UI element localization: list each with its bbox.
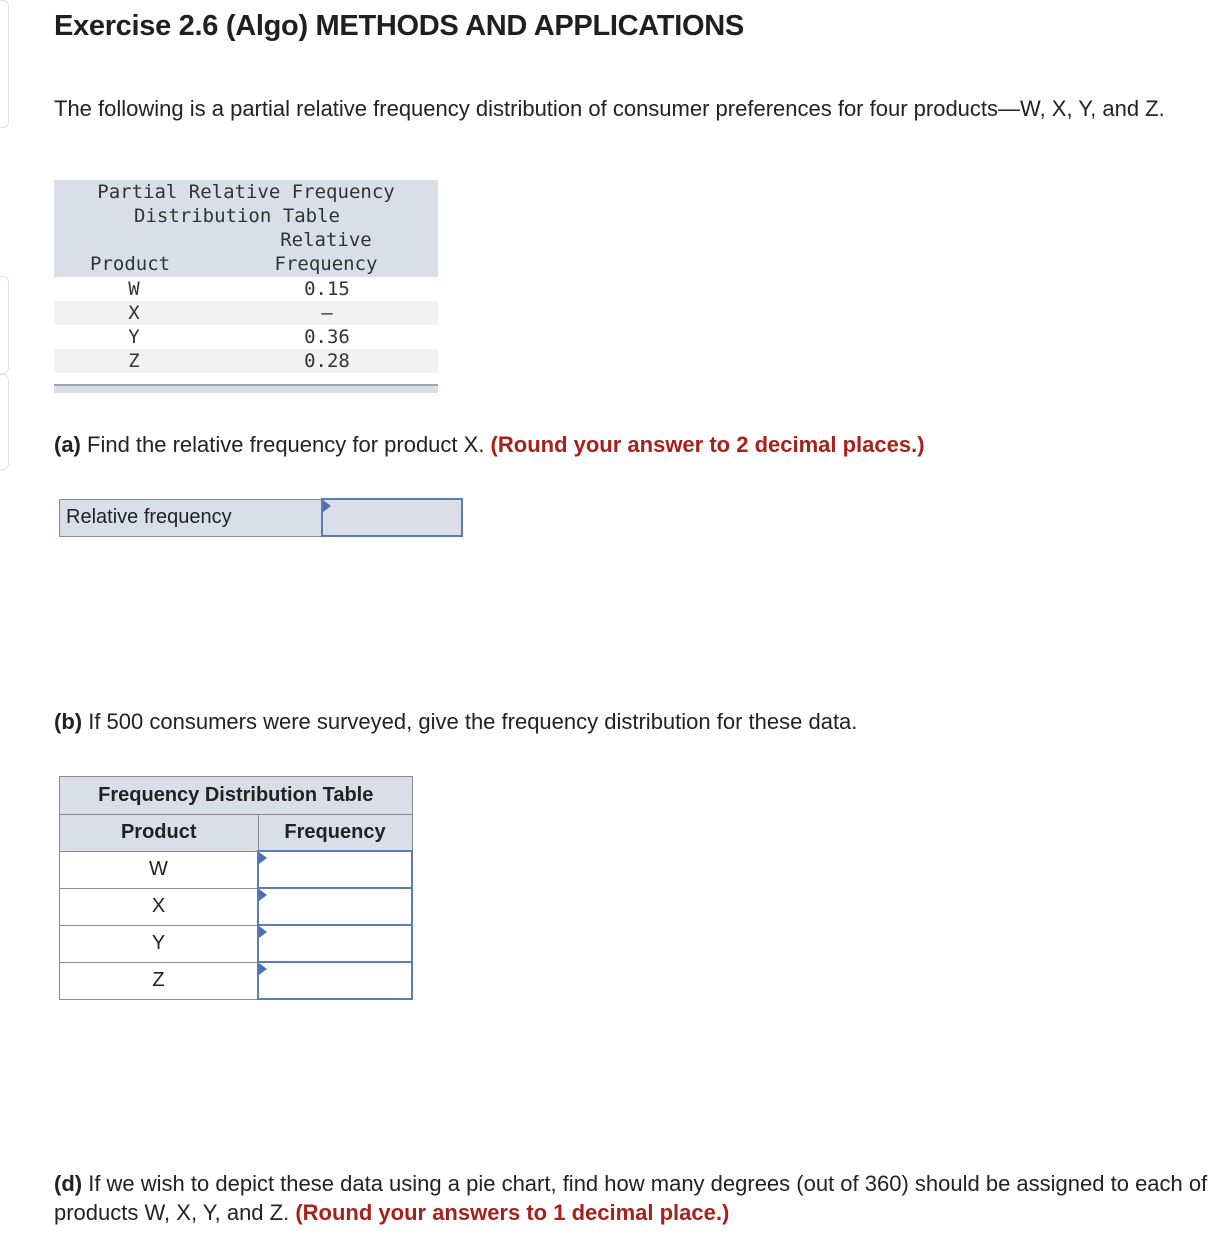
question-a-instruction: (Round your answer to 2 decimal places.) xyxy=(490,432,925,457)
input-marker-icon xyxy=(259,889,267,901)
partial-table-row xyxy=(54,325,438,349)
product-cell: X xyxy=(128,302,140,324)
relative-frequency-label: Relative frequency xyxy=(60,499,323,536)
frequency-product-cell: Z xyxy=(60,962,259,999)
question-b xyxy=(54,707,1214,736)
table-row xyxy=(60,962,413,999)
partial-table-caption-line1: Partial Relative Frequency xyxy=(97,181,395,203)
question-b-label: (b) xyxy=(54,709,83,734)
partial-table-col-relative xyxy=(270,228,382,276)
partial-table-row xyxy=(54,349,438,373)
question-d xyxy=(54,1169,1214,1227)
question-d-instruction: (Round your answers to 1 decimal place.) xyxy=(295,1200,730,1225)
relative-frequency-cell: 0.28 xyxy=(304,350,350,372)
question-a xyxy=(54,430,1214,459)
edge-card-top xyxy=(0,0,9,128)
frequency-input-w[interactable] xyxy=(258,851,412,888)
input-marker-icon xyxy=(259,852,267,864)
input-marker-icon xyxy=(323,500,331,512)
col-relative-line1: Relative xyxy=(280,229,372,251)
relative-frequency-cell: 0.36 xyxy=(304,326,350,348)
frequency-table-col-product: Product xyxy=(60,815,259,852)
table-row xyxy=(60,851,413,888)
input-marker-icon xyxy=(259,926,267,938)
partial-frequency-table xyxy=(54,180,438,393)
table-row xyxy=(60,925,413,962)
col-relative-line2: Frequency xyxy=(274,253,378,275)
input-marker-icon xyxy=(259,963,267,975)
relative-frequency-input[interactable] xyxy=(322,499,462,536)
relative-frequency-answer-table xyxy=(59,498,463,537)
exercise-title: Exercise 2.6 (Algo) METHODS AND APPLICATIONS xyxy=(54,10,744,42)
relative-frequency-cell: — xyxy=(321,302,333,324)
frequency-table-col-frequency: Frequency xyxy=(258,815,412,852)
frequency-product-cell: X xyxy=(60,888,259,925)
frequency-product-cell: Y xyxy=(60,925,259,962)
frequency-input-z[interactable] xyxy=(258,962,412,999)
product-cell: W xyxy=(128,278,140,300)
question-d-text: If we wish to depict these data using a pie chart, find how many degrees (out of 360) should be assigned to each of products W, X, Y, and Z. xyxy=(54,1171,1208,1225)
partial-table-footer xyxy=(54,384,438,393)
partial-table-caption-line2: Distribution Table xyxy=(134,205,340,227)
partial-table-row xyxy=(54,301,438,325)
product-cell: Y xyxy=(128,326,140,348)
question-d-label: (d) xyxy=(54,1171,83,1196)
frequency-table-caption: Frequency Distribution Table xyxy=(60,777,413,815)
partial-table-header xyxy=(54,180,438,277)
partial-table-row xyxy=(54,277,438,301)
question-a-text: Find the relative frequency for product X. xyxy=(80,432,491,457)
partial-table-col-product: Product xyxy=(90,253,171,275)
table-row xyxy=(60,888,413,925)
frequency-distribution-table xyxy=(59,776,413,1000)
edge-card-bottom xyxy=(0,374,9,470)
question-a-label: (a) xyxy=(54,432,81,457)
frequency-input-x[interactable] xyxy=(258,888,412,925)
frequency-input-y[interactable] xyxy=(258,925,412,962)
relative-frequency-cell: 0.15 xyxy=(304,278,350,300)
product-cell: Z xyxy=(128,350,140,372)
exercise-intro: The following is a partial relative frequency distribution of consumer preferences for four products—W, X, Y, and Z. xyxy=(54,96,1165,121)
edge-card-middle xyxy=(0,276,9,374)
question-b-text: If 500 consumers were surveyed, give the frequency distribution for these data. xyxy=(82,709,858,734)
frequency-product-cell: W xyxy=(60,851,259,888)
